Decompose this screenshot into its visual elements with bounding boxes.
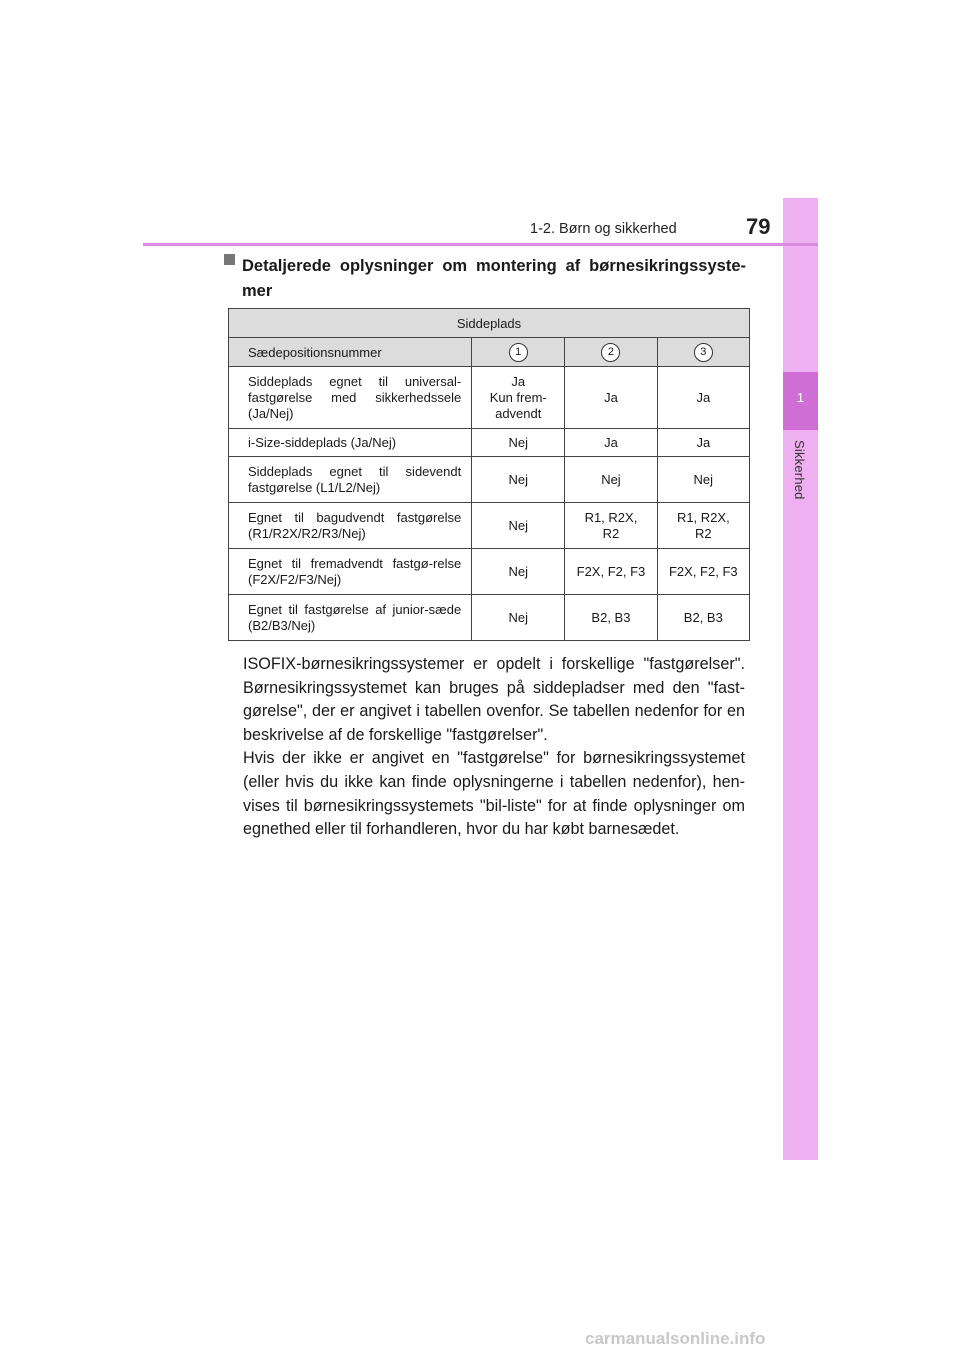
table-position-row bbox=[229, 338, 750, 367]
position-1-cell bbox=[472, 338, 565, 367]
row-value: Nej bbox=[565, 457, 657, 503]
row-value: B2, B3 bbox=[565, 595, 657, 641]
table-row bbox=[229, 457, 750, 503]
table-row bbox=[229, 549, 750, 595]
watermark: carmanualsonline.info bbox=[585, 1329, 766, 1348]
position-2-circle-icon: 2 bbox=[601, 343, 620, 362]
row-value: Ja bbox=[657, 367, 749, 429]
body-text bbox=[243, 653, 745, 842]
row-value: R1, R2X, R2 bbox=[565, 503, 657, 549]
row-value: Ja Kun frem- advendt bbox=[472, 367, 565, 429]
chapter-number: 1 bbox=[796, 390, 805, 405]
table-row bbox=[229, 595, 750, 641]
header-rule bbox=[143, 243, 818, 246]
heading-line-2: mer bbox=[242, 282, 273, 300]
row-value: Nej bbox=[472, 503, 565, 549]
row-label: Siddeplads egnet til universal-fastgørelse med sikkerhedssele (Ja/Nej) bbox=[229, 367, 472, 429]
seat-table bbox=[228, 308, 750, 641]
position-label: Sædepositionsnummer bbox=[229, 338, 472, 367]
body-paragraph-2: Hvis der ikke er angivet en "fastgørelse" for børnesikringssystemet (eller hvis du ikke kan finde oplysningerne i tabellen nedenfor), hen-vises til børnesikringssystemets "bil-liste" for at finde oplysninger om egnethed eller til forhandleren, hvor du har købt barnesædet. bbox=[243, 749, 745, 839]
row-label: Egnet til fremadvendt fastgø-relse (F2X/F2/F3/Nej) bbox=[229, 549, 472, 595]
position-2-cell bbox=[565, 338, 657, 367]
row-value: Nej bbox=[472, 457, 565, 503]
section-title: 1-2. Børn og sikkerhed bbox=[530, 221, 677, 237]
side-tab bbox=[783, 198, 818, 1160]
row-value: Ja bbox=[565, 429, 657, 457]
square-bullet-icon bbox=[224, 254, 235, 265]
row-value: Nej bbox=[472, 429, 565, 457]
position-1-circle-icon: 1 bbox=[509, 343, 528, 362]
table-row bbox=[229, 429, 750, 457]
table-row bbox=[229, 503, 750, 549]
row-value: Ja bbox=[657, 429, 749, 457]
table-row bbox=[229, 367, 750, 429]
row-value: R1, R2X, R2 bbox=[657, 503, 749, 549]
row-value: F2X, F2, F3 bbox=[657, 549, 749, 595]
row-value: B2, B3 bbox=[657, 595, 749, 641]
row-label: Egnet til fastgørelse af junior-sæde (B2/B3/Nej) bbox=[229, 595, 472, 641]
heading-line-1-text: Detaljerede oplysninger om montering af børnesikringssyste- bbox=[242, 257, 746, 275]
row-label: i-Size-siddeplads (Ja/Nej) bbox=[229, 429, 472, 457]
table-group-header-row bbox=[229, 309, 750, 338]
body-paragraph-1: ISOFIX-børnesikringssystemer er opdelt i forskellige "fastgørelser". Børnesikringssystemet kan bruges på siddepladser med den "fast-gørelse", der er angivet i tabellen ovenfor. Se tabellen nedenfor for en beskrivelse af de forskellige "fastgørelser". bbox=[243, 655, 745, 744]
row-value: Ja bbox=[565, 367, 657, 429]
section-heading bbox=[224, 254, 746, 304]
row-label: Siddeplads egnet til sidevendt fastgørelse (L1/L2/Nej) bbox=[229, 457, 472, 503]
position-3-circle-icon: 3 bbox=[694, 343, 713, 362]
row-value: Nej bbox=[472, 549, 565, 595]
row-value: Nej bbox=[657, 457, 749, 503]
row-value: Nej bbox=[472, 595, 565, 641]
page-number: 79 bbox=[746, 214, 771, 239]
heading-line-1 bbox=[224, 254, 746, 279]
chapter-label: Sikkerhed bbox=[792, 440, 807, 500]
row-value: F2X, F2, F3 bbox=[565, 549, 657, 595]
table-group-header: Siddeplads bbox=[229, 309, 750, 338]
row-label: Egnet til bagudvendt fastgørelse (R1/R2X/R2/R3/Nej) bbox=[229, 503, 472, 549]
position-3-cell bbox=[657, 338, 749, 367]
